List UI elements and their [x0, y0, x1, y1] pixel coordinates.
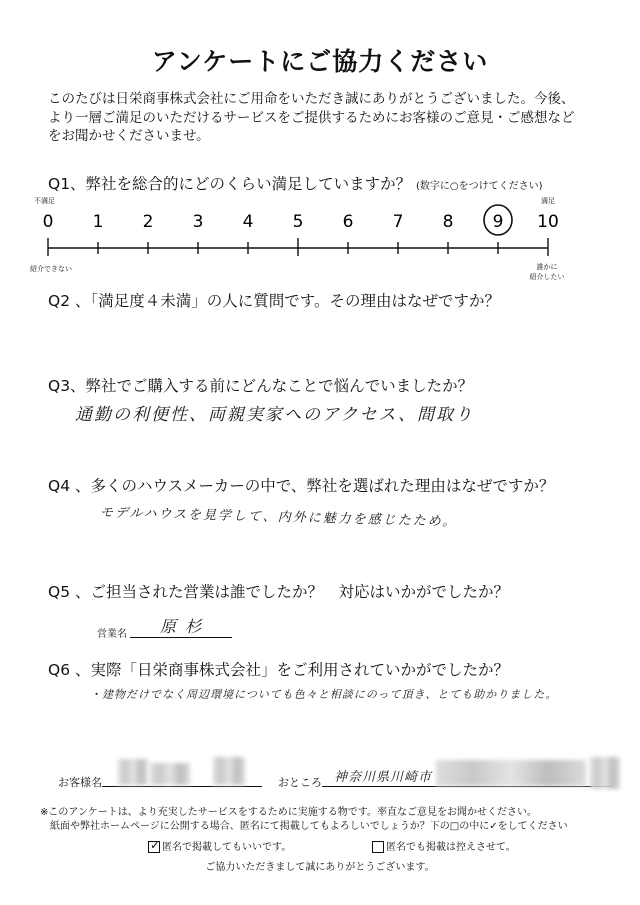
scale-number-7[interactable]: 7: [392, 212, 404, 232]
scale-right-bottom-line2: 紹介したい: [529, 273, 565, 281]
check-mark-icon: ✓: [150, 838, 161, 852]
scale-number-8[interactable]: 8: [442, 212, 454, 232]
footer-note2: 紙面や弊社ホームページに公開する場合、匿名にて掲載してもよろしいでしょうか？下の□の中に✓をしてください: [50, 821, 568, 832]
scale-number-9[interactable]: 9: [492, 212, 504, 232]
intro-text: [48, 90, 608, 146]
redacted-name-block: [118, 759, 148, 785]
staff-name-answer: 原 杉: [160, 617, 204, 636]
footer-note1: ※このアンケートは、より充実したサービスをするために実施する物です。率直なご意見をお聞かせください。: [40, 807, 537, 818]
anonymous-ok-option[interactable]: [148, 838, 291, 853]
address-label: おところ: [278, 776, 322, 789]
no-publish-option[interactable]: [372, 838, 516, 853]
q3-answer: 通勤の利便性、両親実家へのアクセス、間取り: [75, 405, 474, 425]
page-title: アンケートにご協力ください: [151, 47, 489, 76]
scale-right-bottom-line1: 誰かに: [536, 263, 558, 271]
scale-number-10[interactable]: 10: [537, 212, 559, 232]
footer-notes: [40, 806, 620, 834]
q6-question: Q6 、実際「日栄商事株式会社」をご利用されていかがでしたか？: [48, 661, 509, 679]
scale-number-6[interactable]: 6: [342, 212, 354, 232]
scale-right-top-label: 満足: [541, 197, 555, 205]
staff-name-label: 営業名: [97, 629, 127, 640]
scale-number-0[interactable]: 0: [42, 212, 54, 232]
redacted-name-block: [150, 763, 190, 785]
redacted-name-block: [213, 757, 245, 785]
q5-question: Q5 、ご担当された営業は誰でしたか？ 対応はいかがでしたか？: [48, 583, 509, 601]
q3-question: Q3、弊社でご購入する前にどんなことで悩んでいましたか？: [48, 377, 474, 395]
scale-number-3[interactable]: 3: [192, 212, 204, 232]
q4-question: Q4 、多くのハウスメーカーの中で、弊社を選ばれた理由はなぜですか？: [48, 477, 555, 495]
intro-line: このたびは日栄商事株式会社にご用命をいただき誠にありがとうございました。今後、: [48, 91, 575, 107]
scale-left-bottom-label: 紹介できない: [30, 265, 72, 273]
scale-number-5[interactable]: 5: [292, 212, 304, 232]
q1-question: [48, 172, 543, 194]
customer-name-label: お客様名: [58, 776, 102, 789]
intro-line: より一層ご満足のいただけるサービスをご提供するためにお客様のご意見・ご感想など: [48, 109, 575, 126]
anonymous-ok-label: 匿名で掲載してもいいです。: [162, 842, 292, 853]
customer-name-underline: [102, 786, 262, 787]
no-publish-checkbox[interactable]: [372, 841, 384, 853]
q1-note: (数字に○をつけてください): [416, 181, 543, 192]
intro-line: をお聞かせくださいませ。: [48, 128, 210, 144]
address-answer: 神奈川県川崎市: [334, 770, 433, 785]
scale-left-top-label: 不満足: [34, 197, 55, 205]
q1-label: Q1、弊社を総合的にどのくらい満足していますか？: [48, 175, 412, 193]
scale-right-bottom-label: [527, 262, 567, 282]
no-publish-label: 匿名でも掲載は控えさせて。: [386, 842, 516, 853]
address-underline: [322, 786, 612, 787]
redacted-address-block: [590, 757, 620, 789]
anonymous-ok-checkbox[interactable]: [148, 838, 161, 853]
staff-name-underline: [130, 637, 232, 638]
scale-number-4[interactable]: 4: [242, 212, 254, 232]
thanks-message: ご協力いただきまして誠にありがとうございます。: [205, 862, 435, 873]
satisfaction-scale: [0, 200, 640, 270]
q4-answer: モデルハウスを見学して、内外に魅力を感じたため。: [99, 505, 458, 530]
scale-number-1[interactable]: 1: [92, 212, 104, 232]
q6-answer: ・建物だけでなく周辺環境についても色々と相談にのって頂き、とても助かりました。: [90, 688, 558, 701]
scale-number-2[interactable]: 2: [142, 212, 154, 232]
redacted-address-block: [436, 760, 586, 786]
q2-question: Q2 、「満足度４未満」の人に質問です。その理由はなぜですか？: [48, 292, 501, 310]
